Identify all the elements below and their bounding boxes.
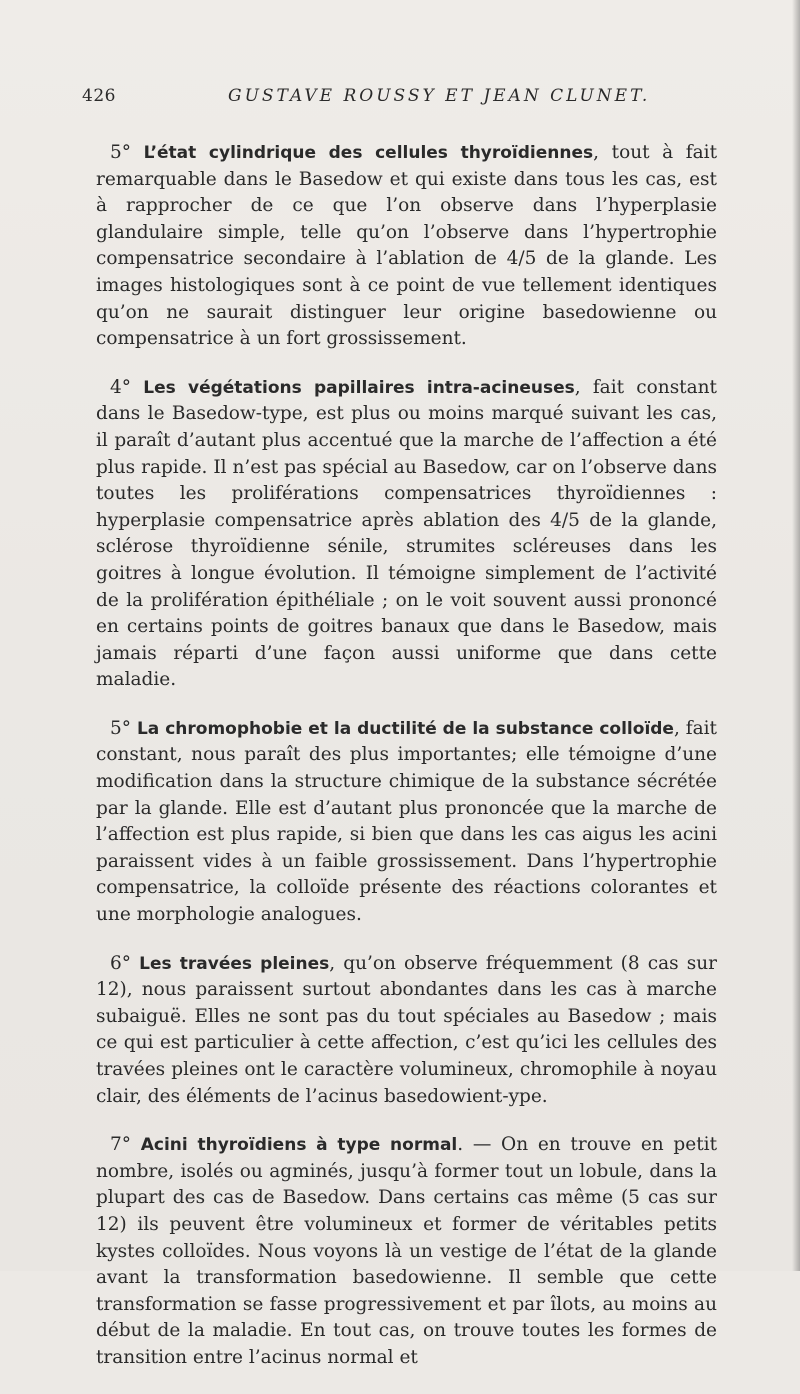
- paragraph-text: , tout à fait remarquable dans le Basedow et qui existe dans tous les cas, est à rapprocher de ce que l’on observe dans l’hyperplasie glandulaire simple, telle qu’on l’observe dans l’hypertrophie compensatrice secondaire à l’ablation de 4/5 de la glande. Les images histologiques sont à ce point de vue tellement identiques qu’on ne saurait distinguer leur origine basedowienne ou compensatrice à un fort grossissement.: [96, 142, 718, 350]
- paragraph-number: 7°: [110, 1134, 132, 1156]
- paragraph-number: 6°: [110, 952, 132, 974]
- paragraph-number: 4°: [110, 376, 132, 398]
- page-number: 426: [82, 86, 116, 106]
- paragraph-heading: L’état cylindrique des cellules thyroïdiennes: [143, 143, 594, 163]
- paragraph-7-acini: [96, 1132, 717, 1371]
- paragraph-text: , fait constant dans le Basedow-type, est plus ou moins marqué suivant les cas, il paraît d’autant plus accentué que la marche de l’affection a été plus rapide. Il n’est pas spécial au Basedow, car on l’observe dans toutes les proliférations compensatrices thyroïdiennes : hyperplasie compensatrice après ablation des 4/5 de la glande, sclérose thyroïdienne sénile, strumites scléreuses dans les goitres à longue évolution. Il témoigne simplement de l’activité de la prolifération épithéliale ; on le voit souvent aussi prononcé en certains points de goitres banaux que dans le Basedow, mais jamais réparti d’une façon aussi uniforme que dans cette maladie.: [96, 376, 717, 691]
- page-header: [82, 86, 722, 112]
- paragraph-5-etat-cylindrique: [96, 140, 717, 353]
- page-edge-shadow: [792, 0, 800, 1271]
- paragraph-text: . — On en trouve en petit nombre, isolés ou agminés, jusqu’à former tout un lobule, dans la plupart des cas de Basedow. Dans certains cas même (5 cas sur 12) ils peuvent être volumineux et former de véritables petits kystes colloïdes. Nous voyons là un vestige de l’état de la glande avant la transformation basedowienne. Il semble que cette transformation se fasse progressivement et par îlots, au moins au début de la maladie. En tout cas, on trouve toutes les formes de transition entre l’acinus normal et: [96, 1134, 718, 1368]
- paragraph-number: 5°: [110, 717, 132, 739]
- paragraph-5-chromophobie: [96, 716, 717, 929]
- paragraph-heading: Les végétations papillaires intra-acineuses: [143, 377, 575, 398]
- running-head: GUSTAVE ROUSSY ET JEAN CLUNET.: [228, 86, 651, 106]
- paragraph-text: , fait constant, nous paraît des plus importantes; elle témoigne d’une modification dans la structure chimique de la substance sécrétée par la glande. Elle est d’autant plus prononcée que la marche de l’affection est plus rapide, si bien que dans les cas aigus les acini paraissent vides à un faible grossissement. Dans l’hypertrophie compensatrice, la colloïde présente des réactions colorantes et une morphologie analogues.: [96, 717, 717, 926]
- paragraph-heading: La chromophobie et la ductilité de la substance colloïde: [136, 718, 674, 739]
- paragraph-heading: Les travées pleines: [139, 953, 330, 974]
- paragraph-text: , qu’on observe fréquemment (8 cas sur 12), nous paraissent surtout abondantes dans les cas à marche subaiguë. Elles ne sont pas du tout spéciales au Basedow ; mais ce qui est particulier à cette affection, c’est qu’ici les cellules des travées pleines ont le caractère volumineux, chromophile à noyau clair, des éléments de l’acinus basedowient-ype.: [96, 952, 717, 1107]
- paragraph-6-travees: [96, 951, 717, 1111]
- paragraph-4-vegetations: [96, 375, 717, 694]
- paragraph-heading: Acini thyroïdiens à type normal: [140, 1135, 458, 1156]
- body-text: [96, 140, 717, 1394]
- paragraph-number: 5°: [110, 142, 132, 163]
